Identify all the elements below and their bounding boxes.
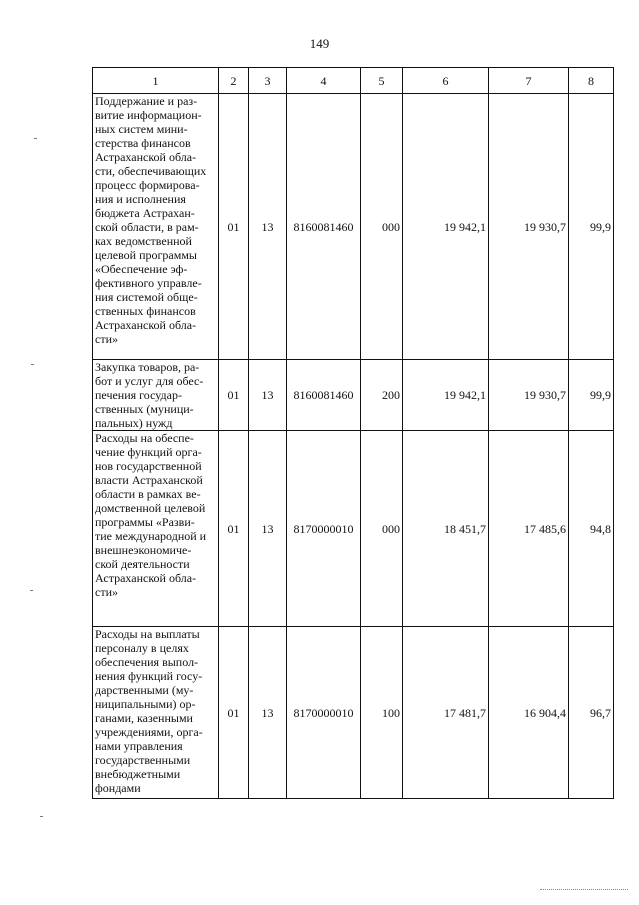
cell-subsection: 13 — [249, 94, 287, 360]
header-col-5: 5 — [361, 68, 403, 94]
budget-table — [92, 67, 614, 799]
cell-name-line: учреждениями, орга- — [95, 725, 203, 739]
header-col-1: 1 — [93, 68, 219, 94]
cell-section: 01 — [219, 360, 249, 431]
cell-name-line: бюджета Астрахан- — [95, 206, 195, 220]
cell-name-line: сти» — [95, 332, 118, 346]
header-col-2: 2 — [219, 68, 249, 94]
table-body — [93, 94, 614, 799]
cell-name — [93, 360, 219, 431]
cell-name-line: витие информацион- — [95, 108, 202, 122]
cell-name-line: области в рамках ве- — [95, 487, 201, 501]
cell-name-line: Закупка товаров, ра- — [95, 360, 200, 374]
table-row — [93, 94, 614, 360]
cell-name-line: ных систем мини- — [95, 122, 188, 136]
table-row — [93, 627, 614, 799]
cell-name-line: ниципальными) ор- — [95, 697, 196, 711]
cell-name-line: Астраханской обла- — [95, 150, 197, 164]
cell-name-line: нами управления — [95, 739, 183, 753]
cell-section: 01 — [219, 94, 249, 360]
cell-name-line: фондами — [95, 781, 141, 795]
cell-name-line: Поддержание и раз- — [95, 94, 198, 108]
cell-expense-type: 200 — [361, 360, 403, 431]
cell-name-line: чение функций орга- — [95, 445, 202, 459]
cell-name-line: Расходы на обеспе- — [95, 431, 194, 445]
cell-percent: 99,9 — [569, 94, 614, 360]
cell-name-line: «Обеспечение эф- — [95, 262, 188, 276]
header-col-3: 3 — [249, 68, 287, 94]
cell-name-line: Астраханской обла- — [95, 318, 197, 332]
cell-name-line: ганами, казенными — [95, 711, 193, 725]
cell-target-article: 8170000010 — [287, 431, 361, 627]
cell-name-line: процесс формирова- — [95, 178, 200, 192]
cell-target-article: 8160081460 — [287, 360, 361, 431]
cell-expense-type: 000 — [361, 94, 403, 360]
cell-target-article: 8170000010 — [287, 627, 361, 799]
cell-name-line: ках ведомственной — [95, 234, 192, 248]
cell-name-line: ственных финансов — [95, 304, 196, 318]
cell-name-line: целевой программы — [95, 248, 197, 262]
cell-planned: 19 942,1 — [403, 94, 489, 360]
cell-name-line: ской области, в рам- — [95, 220, 199, 234]
table-row — [93, 360, 614, 431]
scan-dotted-line — [540, 889, 628, 890]
cell-name-line: программы «Разви- — [95, 515, 195, 529]
cell-name-line: внешнеэкономиче- — [95, 543, 192, 557]
scan-speck — [31, 364, 34, 365]
cell-name-line: сти» — [95, 585, 118, 599]
cell-subsection: 13 — [249, 360, 287, 431]
cell-name-line: обеспечения выпол- — [95, 655, 199, 669]
scan-speck — [30, 590, 33, 591]
header-col-4: 4 — [287, 68, 361, 94]
scan-speck — [34, 138, 37, 139]
cell-name-line: печения государ- — [95, 388, 182, 402]
header-col-6: 6 — [403, 68, 489, 94]
cell-target-article: 8160081460 — [287, 94, 361, 360]
cell-name-line: ской деятельности — [95, 557, 190, 571]
cell-percent: 96,7 — [569, 627, 614, 799]
cell-subsection: 13 — [249, 627, 287, 799]
cell-executed: 19 930,7 — [489, 94, 569, 360]
cell-name-line: ния и исполнения — [95, 192, 186, 206]
cell-name-line: внебюджетными — [95, 767, 181, 781]
header-col-8: 8 — [569, 68, 614, 94]
cell-name-line: стерства финансов — [95, 136, 191, 150]
cell-name — [93, 431, 219, 627]
cell-name-line: сти, обеспечивающих — [95, 164, 207, 178]
cell-name-line: персоналу в целях — [95, 641, 189, 655]
cell-section: 01 — [219, 627, 249, 799]
cell-executed: 17 485,6 — [489, 431, 569, 627]
header-col-7: 7 — [489, 68, 569, 94]
cell-planned: 19 942,1 — [403, 360, 489, 431]
scan-speck — [40, 816, 43, 817]
cell-name — [93, 94, 219, 360]
cell-name-line: государственными — [95, 753, 191, 767]
cell-name-line: фективного управле- — [95, 276, 202, 290]
cell-name-line: ния системой обще- — [95, 290, 198, 304]
header-row — [93, 68, 614, 94]
cell-planned: 17 481,7 — [403, 627, 489, 799]
cell-name-line: нения функций госу- — [95, 669, 203, 683]
cell-planned: 18 451,7 — [403, 431, 489, 627]
cell-percent: 94,8 — [569, 431, 614, 627]
cell-section: 01 — [219, 431, 249, 627]
cell-name-line: ственных (муници- — [95, 402, 194, 416]
page-number: 149 — [309, 36, 330, 51]
cell-executed: 16 904,4 — [489, 627, 569, 799]
cell-name — [93, 627, 219, 799]
cell-name-line: домственной целевой — [95, 501, 206, 515]
cell-subsection: 13 — [249, 431, 287, 627]
cell-name-line: дарственными (му- — [95, 683, 194, 697]
cell-name-line: бот и услуг для обес- — [95, 374, 204, 388]
table-row — [93, 431, 614, 627]
cell-name-line: власти Астраханской — [95, 473, 203, 487]
cell-expense-type: 000 — [361, 431, 403, 627]
cell-name-line: пальных) нужд — [95, 416, 173, 430]
cell-name-line: нов государственной — [95, 459, 202, 473]
cell-expense-type: 100 — [361, 627, 403, 799]
cell-name-line: тие международной и — [95, 529, 207, 543]
cell-executed: 19 930,7 — [489, 360, 569, 431]
cell-name-line: Расходы на выплаты — [95, 627, 200, 641]
cell-percent: 99,9 — [569, 360, 614, 431]
cell-name-line: Астраханской обла- — [95, 571, 197, 585]
